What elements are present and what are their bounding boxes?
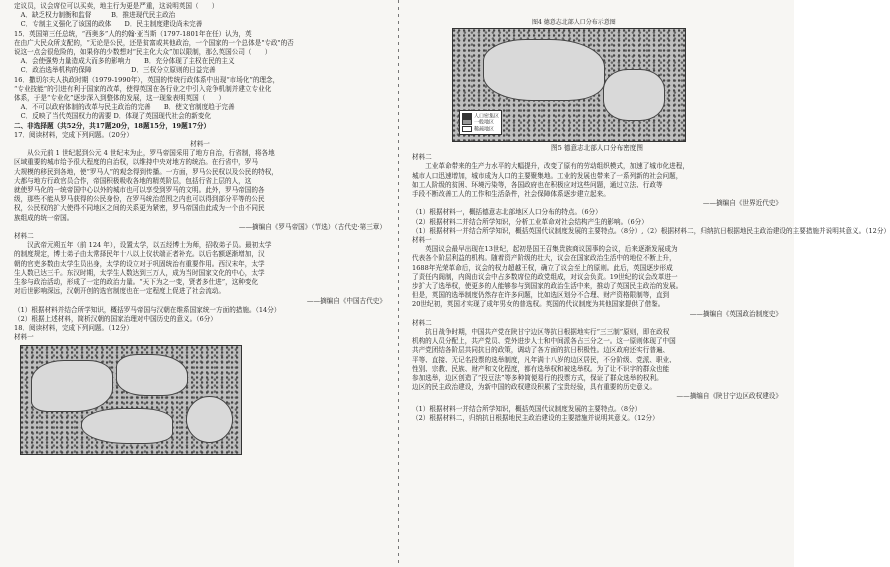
text-line: 权，公民权的扩大使得不同地区之间的关系更为紧密，罗马帝国由此成为一个由不同民 [14,204,265,213]
text-line: 大规模的移民到各地，使“罗马人”的观念得到传播。一方面，罗马公民权以及公民的特权， [14,167,278,176]
text-line: C．政治选举机构的保障 D．三权分立原则的日益完善 [14,66,216,75]
text-line: 从公元前 1 世纪起到公元 4 世纪末为止，罗马帝国采用了地方自治，行省制，将各地 [14,149,275,158]
text-line: 16．撒切尔夫人执政时期（1979-1990年），英国的传统行政体系中出现“市场化”的理念， [14,75,280,84]
text-line: C．专制主义强化了该国的政体 D．民主制度建设尚未完善 [14,20,203,29]
text-line: 生参与政治活动，形成了一定的政治力量。“天下为之一变，贤者多仕进”，这种变化 [14,278,259,287]
map-landmass [31,360,113,412]
text-line: 英国议会最早出现在13世纪，起初是国王召集贵族商议国事的会议，后来逐渐发展成为 [412,245,678,254]
left-column [14,0,386,567]
text-line: 手段不断改善工人的工作和生活条件，社会保障体系逐步建立起来。 [412,190,610,199]
text-line: 生人数已达三千。东汉时期，太学生人数达到三万人，成为当时国家文化的中心，太学 [14,268,265,277]
source-citation: ——摘编自《英国政治制度史》 [689,309,782,318]
text-line: 了责任内阁制，内阁由议会中占多数席位的政党组成，对议会负责。19世纪的议会改革进一 [412,272,678,281]
source-citation: ——摘编自《罗马帝国》（节选）（古代史·第三章） [238,222,386,231]
text-line: 族组成的统一帝国。 [14,213,74,222]
right-material-1 [412,162,782,208]
text-line: “专业技能”的引进有利于国家的改革，使得英国在各行业之中引入竞争机制并建立专业化 [14,84,272,93]
question-heading: （1）根据材料一并结合所学知识，概括英国代议制度发展的主要特点。（8分）,（2）根据材料二，归纳抗日根据地民主政治建设的主要措施并说明其意义。（12分） [412,226,890,235]
legend-label: 稀疏地区 [474,126,495,132]
text-line: 定议员，议会席位可以买卖，地主行为更是严重，这说明英国（ ） [14,2,219,10]
text-line: 城市人口迅速增加，城市成为人口的主要聚集地。工业的发展也带来了一系列新的社会问题， [412,171,683,180]
text-line: 共产党团结各阶层共同抗日的政策，调动了各方面的抗日积极性。边区政府还实行普遍、 [412,346,670,355]
population-map-figure [452,28,686,142]
subquestion: （1）根据材料一，概括德意志北部地区人口分布的特点。（6分） [412,208,602,217]
text-line: 平等、直接、无记名投票的选举制度，凡年满十八岁的边区居民，不分阶级、党派、职业、 [412,355,676,364]
map-caption: 图5 德意志北部人口分布密度图 [550,144,643,152]
text-line: 在由广大民众所支配的，“无论是公民，还是贫富或其他政治，一个国家的一个总体是"专政"的否 [14,38,294,47]
source-citation: ——摘编自《陕甘宁边区政权建设》 [676,392,782,401]
map-landmass [116,354,188,396]
text-line: 抗日战争时期，中国共产党在陕甘宁边区等抗日根据地实行“三三制”原则，即在政权 [412,328,670,337]
text-line: 对后世影响深远，汉朝开创的选官制度也在一定程度上促进了社会流动。 [14,287,225,296]
legend-label: 人口密集区 [474,113,500,119]
text-line: 区域重要的城市给予很大程度的自治权，以维持中央对地方的统治。在行省中，罗马 [14,158,258,167]
right-q19-subquestions [412,405,782,423]
text-line: 15．英国第三任总统，“西奥多”人的约翰·亚当斯（1797-1801年在任）认为，英 [14,29,252,38]
right-material-2 [412,245,782,319]
text-line: A．会使强势力量造成大而多的影响力 B．充分体现了主权在民的主义 [14,57,235,66]
source-citation: ——摘编自《世界近代史》 [702,199,782,208]
text-line: 朝的官吏多数由太学生员出身，太学的设立对于巩固统治有重要作用。西汉末年，太学 [14,259,265,268]
source-citation: ——摘编自《中国古代史》 [306,296,386,305]
legend-label: 一般地区 [474,119,495,126]
text-line: 大都与地方行政官员合作，帝国积极吸收各地的精英阶层，包括行省上层的人，这 [14,176,252,185]
right-material-3 [412,328,782,402]
question-heading: 17．阅读材料，完成下列问题。（20分） [14,130,133,139]
text-line: 但是，英国的选举制度仍然存在许多问题，比如选区划分不合理、财产资格限制等，直到 [412,291,670,300]
section-heading: 二、非选择题（共52分，共17题20分，18题15分，19题17分） [14,121,211,130]
text-line: 20世纪初，英国才实现了成年男女的普选权。英国的代议制度为其他国家提供了借鉴。 [412,300,665,309]
text-line: 参加选举，边区创造了“投豆法”等多种简便易行的投票方式，保证了群众选举的权利。 [412,374,663,383]
text-line: 步扩大了选举权，使更多的人能够参与到国家的政治生活中来，推动了英国民主政治的发展。 [412,282,683,291]
text-line: 1688年光荣革命后，议会的权力超越王权，确立了议会至上的原则。此后，英国逐步形成 [412,263,673,272]
text-line: 工业革命带来的生产力水平的大幅提升，改变了原有的劳动组织模式，加速了城市化进程， [412,162,689,171]
text-line: 边区的民主政治建设，为新中国的政权建设积累了宝贵经验，具有重要的历史意义。 [412,383,656,392]
left-material-1 [14,149,386,232]
material-label: 材料二 [412,153,432,162]
text-line: 体系，于是“专业化”逐步深入到整体的发展，这一现象表明英国（ ） [14,94,226,103]
text-line: A．缺乏权力制衡和监督 B．推进现代民主政治 [14,11,176,20]
column-divider [398,0,399,567]
map-legend [459,110,502,136]
right-column [412,0,890,567]
subquestion: （2）根据材料二，归纳抗日根据地民主政治建设的主要措施并说明其意义。（12分） [412,413,659,422]
material-label: 材料一 [412,236,432,245]
question-heading: 18．阅读材料，完成下列问题。（12分） [14,324,133,333]
material-label: 材料二 [412,318,432,327]
map-title: 图4 德意志北部人口分布示意图 [532,19,616,26]
material-label: 材料一 [14,333,34,342]
subquestion: （2）根据上述材料，简析汉朝的国家治理对中国历史的意义。（6分） [14,314,217,323]
map-landmass [186,396,233,443]
subquestion: （1）根据材料并结合所学知识，概括罗马帝国与汉朝在维系国家统一方面的措施。（14分） [14,305,281,314]
historical-map-figure [20,345,242,455]
text-line: 代表各个阶层利益的机构。随着资产阶级的壮大，议会在国家政治生活中的地位不断上升， [412,254,676,263]
left-material-2 [14,241,386,305]
right-q18-subquestions [412,208,782,226]
text-line: A．不可以政府体制的改革与民主政治的完善 B．使文官制度趋于完善 [14,103,235,112]
text-line: 汉武帝元朔五年（前 124 年），设置太学，以五经博士为师，招收弟子员。最初太学 [14,241,272,250]
text-line: 的制度规定，博士弟子由太常择民年十八以上仪状端正者补充。以后名额逐渐增加，汉 [14,250,265,259]
material-label: 材料一 [190,140,210,149]
text-line: 如工人阶级的贫困、环境污染等，各国政府也在积极应对这些问题，通过立法、行政等 [412,180,663,189]
map-landmass [81,408,173,444]
left-q17-subquestions [14,306,386,324]
text-line: 机构的人员分配上，共产党员、党外进步人士和中间派各占三分之一。这一原则体现了中国 [412,337,676,346]
left-top-block [14,2,386,149]
text-line: C．反映了当代英国权力的需要 D．体现了英国现代社会的新变化 [14,112,212,121]
text-line: 就使罗马化的一统帝国中心以外的城市也可以享受到罗马的文明。此外，罗马帝国的各 [14,186,265,195]
legend-item [462,126,499,133]
text-line: 说这一点会很危险的，如果你的少数想对“民主化大众”加以限制，那么英国公司（ ） [14,48,272,57]
map-landmass [483,39,605,101]
text-line: 性别、宗教、民族、财产和文化程度，都有选举权和被选举权。为了让不识字的群众也能 [412,364,670,373]
map-landmass [603,69,665,121]
subquestion: （2）根据材料二并结合所学知识，分析工业革命对社会结构产生的影响。（6分） [412,217,648,226]
text-line: 级，那些不能从罗马获得的公民身份，在罗马统治范围之内也可以得到部分平等的公民 [14,195,265,204]
subquestion: （1）根据材料一并结合所学知识，概括英国代议制度发展的主要特点。（8分） [412,404,642,413]
material-label: 材料二 [14,232,34,241]
